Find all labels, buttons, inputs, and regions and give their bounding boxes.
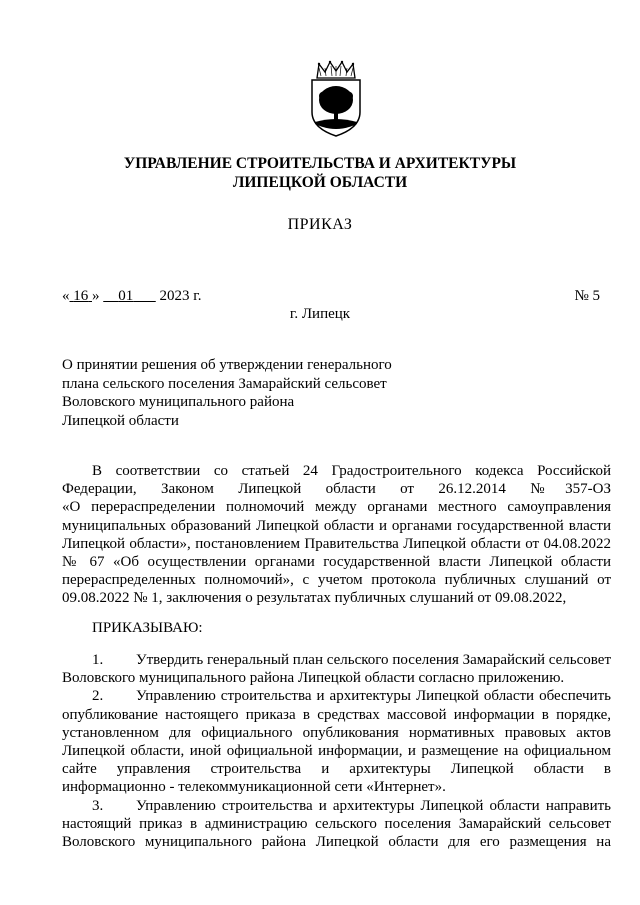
subject-line: О принятии решения об утверждении генерального — [62, 357, 392, 373]
item-line: Воловского муниципального района Липецкой области для его размещения на — [62, 834, 611, 851]
date-month: 01 — [118, 288, 134, 304]
item-line: Управлению строительства и архитектуры Липецкой области обеспечить — [136, 688, 611, 705]
coat-of-arms-icon — [305, 60, 367, 138]
item-line: информационно - телекоммуникационной сети «Интернет». — [62, 779, 446, 796]
preamble-line: Федерации, Законом Липецкой области от 26.12.2014 №357-ОЗ — [62, 481, 611, 498]
item-line: Воловского муниципального района Липецкой области согласно приложению. — [62, 670, 565, 687]
preamble-line: В соответствии со статьей 24 Градостроительного кодекса Российской — [92, 463, 611, 479]
document-type-title: ПРИКАЗ — [287, 216, 353, 233]
subject-line: Воловского муниципального района — [62, 394, 295, 410]
item-line: Управлению строительства и архитектуры Липецкой области направить — [136, 797, 611, 814]
city: г. Липецк — [289, 306, 351, 322]
item-line: сайте управления строительства и архитектуры Липецкой области в — [62, 761, 611, 778]
item-line: Липецкой области, иной официальной информации, и размещение на официальном — [62, 743, 611, 760]
item-line: установленном для официального опубликования нормативных правовых актов — [62, 724, 611, 741]
item-number: 2. — [92, 688, 104, 705]
order-word: ПРИКАЗЫВАЮ: — [92, 620, 203, 636]
preamble-line: № 67 «Об осуществлении органами государственной власти Липецкой области — [62, 554, 611, 571]
preamble-line: перераспределенных полномочий», с учетом протокола публичных слушаний от — [62, 572, 611, 589]
order-item — [62, 797, 611, 852]
preamble-paragraph — [62, 462, 611, 608]
date-line — [62, 287, 600, 305]
item-line: настоящий приказ в администрацию сельского поселения Замарайский сельсовет — [62, 815, 611, 832]
item-number: 3. — [92, 797, 104, 814]
org-title-line1: УПРАВЛЕНИЕ СТРОИТЕЛЬСТВА И АРХИТЕКТУРЫ — [123, 155, 517, 172]
subject-line: плана сельского поселения Замарайский сельсовет — [62, 375, 387, 392]
org-title-line2: ЛИПЕЦКОЙ ОБЛАСТИ — [232, 174, 408, 191]
date-day: 16 — [73, 288, 89, 304]
order-item — [62, 687, 611, 796]
date-year: 2023 г. — [159, 288, 202, 304]
preamble-line: «О перераспределении полномочий между органами местного самоуправления — [62, 499, 611, 516]
preamble-line: муниципальных образований Липецкой области и органами государственной власти — [62, 517, 611, 534]
document-number: № 5 — [574, 288, 600, 304]
preamble-line: Липецкой области», постановлением Правительства Липецкой области от 04.08.2022 — [62, 535, 611, 552]
subject-line: Липецкой области — [62, 412, 179, 429]
quote-close: » — [92, 288, 100, 304]
quote-open: « — [62, 288, 70, 304]
item-number: 1. — [92, 652, 104, 668]
document-subject — [62, 356, 422, 430]
order-item — [62, 651, 611, 687]
item-line: Утвердить генеральный план сельского поселения Замарайский сельсовет — [136, 652, 611, 668]
item-line: опубликование настоящего приказа в средствах массовой информации в порядке, — [62, 706, 611, 723]
preamble-line: 09.08.2022 № 1, заключения о результатах публичных слушаний от 09.08.2022, — [62, 590, 567, 607]
order-items — [62, 651, 611, 851]
